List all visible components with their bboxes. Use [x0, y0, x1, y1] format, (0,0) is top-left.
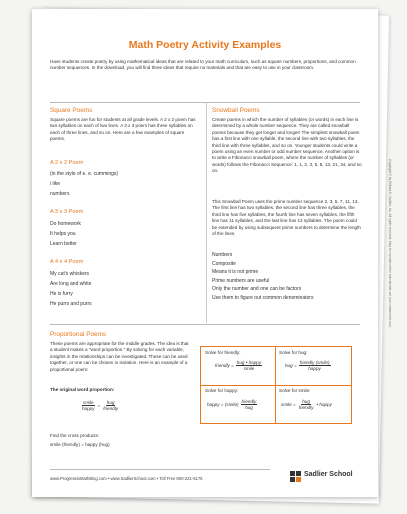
solve-smile-label: Solve for smile: — [279, 388, 311, 393]
sadlier-school-logo — [290, 469, 353, 480]
square-2x2-heading: A 2 x 2 Poem — [50, 160, 84, 166]
poem-line: Are long and white — [50, 281, 92, 287]
poem-line: It helps you — [50, 231, 76, 237]
solve-friendly-equation: friendly = $\frac{\text{hug • happy}}{\text{smile}}$ — [215, 360, 262, 371]
solve-hug-equation: hug = $\frac{\text{friendly (smile)}}{\text{happy}}$ — [285, 360, 330, 371]
poem-line: Only the number and one can be factors — [212, 286, 302, 293]
sadlier-logo-icon — [290, 469, 301, 480]
poem-line: He purrs and purrs — [50, 301, 92, 307]
solve-for-grid — [200, 346, 352, 424]
snowball-poems-description: Create poems in which the number of syllables (or words) in each line is determined by a whole number sequence. They are called snowball poems because they get longer and longer! The simplest snowball poem has a first line with one syllable, the second line with two syllables, the third line with three syllables, and so on. Younger students could write a poem using an even number or odd number sequence. Another option is to write a Fibonacci snowball poem, where the number of syllables (or words) follows the Fibonacci Sequence: 1, 1, 2, 3, 5, 8, 13, 21, 34, and so on. — [212, 117, 362, 174]
original-proportion-equation: $\frac{\text{smile}}{\text{happy}}$ = $\frac{\text{hug}}{\text{friendly}}$ — [82, 400, 119, 411]
column-divider — [206, 103, 207, 323]
snowball-poems-example-text: This Snowball Poem uses the prime number sequence 2, 3, 5, 7, 11, 13. The first line has two syllables, the second line has three syllables, the third line has five syllables, the fourth line has seven syllables, the fifth line has 11 syllables, and the last line has 13 syllables. The poem could be extended by using subsequent prime numbers to determine the length of the lines. — [212, 199, 361, 237]
poem-line: numbers — [50, 191, 70, 197]
solve-friendly-label: Solve for friendly: — [205, 350, 241, 355]
proportional-poems-heading: Proportional Poems — [50, 331, 107, 338]
divider-footer — [50, 469, 270, 470]
poem-line: i like — [50, 181, 61, 187]
footer-links: www.ProgressinMathBlog.com • www.SadlierSchool.com • Toll Free 800-221-5175 — [50, 476, 203, 481]
poem-line: (in the style of e. e. cummings) — [50, 171, 119, 177]
square-4x4-poem — [50, 269, 92, 309]
poem-line: Learn better — [50, 241, 77, 247]
proportional-poems-description: These poems are appropriate for the middle grades. The idea is that a student makes a "word proportion." By solving for each variable, insights in the relationships can be investigated. These can be used together, or one can be chosen in isolation. Here is an example of a proportional poem: — [50, 341, 189, 372]
poem-line: Means it is not prime — [212, 269, 259, 276]
poem-line: He is furry — [50, 291, 73, 297]
cross-products-label: Find the cross products: — [50, 433, 100, 438]
solve-smile-equation: smile = $\frac{\text{hug}}{\text{friendly}}$ • happy — [281, 399, 332, 410]
worksheet-page — [32, 9, 392, 497]
square-3x3-heading: A 3 x 3 Poem — [50, 209, 84, 215]
poem-line: Numbers — [212, 252, 233, 258]
intro-paragraph: Have students create poetry by using mathematical ideas that are related to your math curriculum, such as square numbers, proportions, and common number sequences. In the download, you will find three ideas that require no materials and that are easy to use in your classroom. — [50, 59, 356, 71]
poem-line: Composite — [212, 260, 236, 267]
square-4x4-heading: A 4 x 4 Poem — [50, 259, 84, 265]
original-proportion-label: The original word proportion: — [50, 387, 115, 392]
square-poems-heading: Square Poems — [50, 107, 93, 114]
snowball-poem — [212, 251, 313, 303]
poem-line: Use them to figure out common denominators — [212, 294, 314, 301]
divider-top — [50, 102, 360, 103]
cross-products-equation: smile (friendly) = happy (hug) — [50, 442, 110, 447]
divider-middle — [50, 324, 360, 325]
page-title: Math Poetry Activity Examples — [128, 39, 282, 51]
poem-line: Prime numbers are useful — [212, 277, 270, 284]
copyright-notice: Copyright © by William H. Sadlier, Inc. All rights reserved. May be reproduced for educational use (not commercial use). — [388, 159, 392, 328]
solve-happy-equation: happy = (smile) $\frac{\text{friendly}}{\text{hug}}$ — [207, 399, 257, 410]
poem-line: My cat's whiskers — [50, 271, 90, 277]
logo-wordmark: Sadlier School — [304, 471, 353, 478]
solve-hug-label: Solve for hug: — [279, 350, 308, 355]
square-2x2-poem — [50, 169, 118, 199]
solve-happy-label: Solve for happy: — [205, 388, 239, 393]
square-poems-description: Square poems are fun for students at all grade levels. A 2 x 2 poem has two syllables on each of two lines. A 3 x 3 poem has three syllables on each of three lines, and so on. Here are a few examples of square poems. — [50, 117, 196, 142]
poem-line: Do homework — [50, 221, 81, 227]
square-3x3-poem — [50, 219, 81, 249]
snowball-poems-heading: Snowball Poems — [212, 107, 260, 114]
